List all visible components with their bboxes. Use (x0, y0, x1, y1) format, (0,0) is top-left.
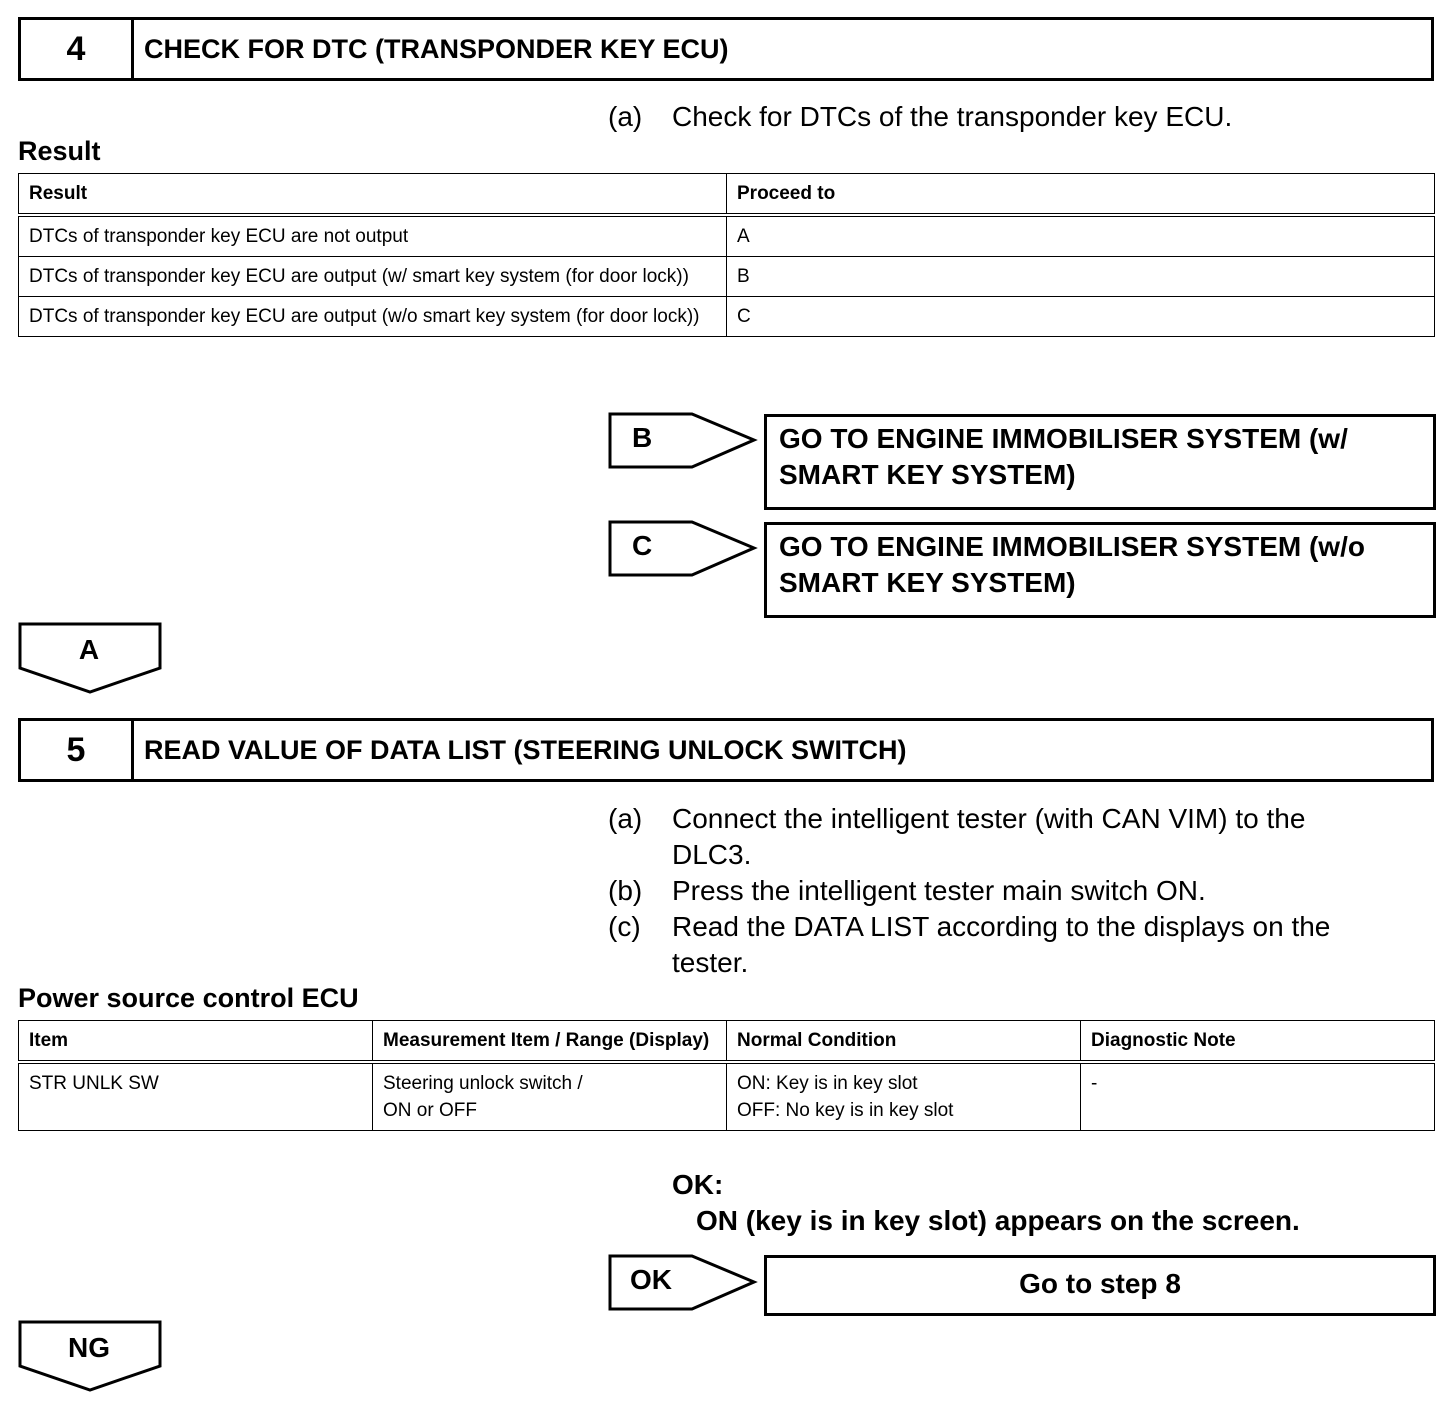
instruction-text: Read the DATA LIST according to the displays on the (672, 911, 1331, 942)
table-header-row (19, 174, 1435, 216)
column-header: Measurement Item / Range (Display) (373, 1021, 727, 1063)
instruction-text: tester. (672, 947, 749, 978)
step-4-instructions (608, 99, 1232, 135)
instruction-item (608, 909, 1330, 981)
arrow-right-icon (608, 520, 758, 578)
instruction-text: Connect the intelligent tester (with CAN VIM) to the (672, 803, 1306, 834)
continue-tag-label: A (78, 634, 100, 665)
column-header: Proceed to (727, 174, 1435, 216)
range-line: ON or OFF (383, 1100, 477, 1121)
branch-b-target: GO TO ENGINE IMMOBILISER SYSTEM (w/ SMART KEY SYSTEM) (764, 414, 1436, 510)
condition-line: OFF: No key is in key slot (737, 1100, 954, 1121)
step-title: READ VALUE OF DATA LIST (STEERING UNLOCK SWITCH) (144, 734, 907, 765)
table-row (19, 1062, 1435, 1131)
branch-tag-label: C (632, 530, 653, 561)
instruction-label: (a) (608, 803, 643, 834)
step-number: 5 (21, 721, 134, 779)
branch-tag-label: OK (630, 1264, 672, 1295)
proceed-cell: C (727, 297, 1435, 337)
diagnostic-note-cell: - (1081, 1062, 1435, 1131)
table-row (19, 215, 1435, 257)
data-list-table (18, 1020, 1435, 1131)
data-table-title: Power source control ECU (18, 983, 359, 1013)
result-table (18, 173, 1435, 337)
continue-tag-label: NG (68, 1332, 110, 1363)
step-title: CHECK FOR DTC (TRANSPONDER KEY ECU) (144, 33, 729, 64)
result-cell: DTCs of transponder key ECU are not output (19, 215, 727, 257)
column-header: Diagnostic Note (1081, 1021, 1435, 1063)
instruction-text: Check for DTCs of the transponder key ECU. (672, 101, 1233, 132)
arrow-right-icon (608, 412, 758, 470)
result-cell: DTCs of transponder key ECU are output (w/o smart key system (for door lock)) (19, 297, 727, 337)
instruction-item (608, 99, 1232, 135)
instruction-label: (a) (608, 101, 643, 132)
instruction-label: (c) (608, 911, 641, 942)
result-cell: DTCs of transponder key ECU are output (w/ smart key system (for door lock)) (19, 257, 727, 297)
branch-ok-tag (608, 1254, 758, 1312)
instruction-label: (b) (608, 875, 643, 906)
step-5-instructions (608, 801, 1330, 981)
step-5-header (18, 718, 1434, 782)
proceed-cell: A (727, 215, 1435, 257)
ok-label: OK: (672, 1169, 724, 1200)
result-title: Result (18, 136, 101, 166)
range-line: Steering unlock switch / (383, 1073, 583, 1094)
instruction-item (608, 873, 1330, 909)
instruction-item (608, 801, 1330, 873)
table-row (19, 257, 1435, 297)
condition-line: ON: Key is in key slot (737, 1073, 918, 1094)
branch-c-tag (608, 520, 758, 578)
ok-text: ON (key is in key slot) appears on the screen. (696, 1205, 1300, 1236)
branch-ok-target: Go to step 8 (764, 1255, 1436, 1316)
step-number: 4 (21, 20, 134, 78)
branch-b-tag (608, 412, 758, 470)
range-cell (373, 1062, 727, 1131)
column-header: Normal Condition (727, 1021, 1081, 1063)
branch-tag-label: B (632, 422, 653, 453)
step-4-header (18, 17, 1434, 81)
continue-ng-tag (18, 1320, 164, 1392)
normal-condition-cell (727, 1062, 1081, 1131)
column-header: Item (19, 1021, 373, 1063)
continue-a-tag (18, 622, 164, 694)
item-cell: STR UNLK SW (19, 1062, 373, 1131)
ok-condition (672, 1167, 1300, 1239)
table-header-row (19, 1021, 1435, 1063)
proceed-cell: B (727, 257, 1435, 297)
branch-c-target: GO TO ENGINE IMMOBILISER SYSTEM (w/o SMART KEY SYSTEM) (764, 522, 1436, 618)
column-header: Result (19, 174, 727, 216)
instruction-text: Press the intelligent tester main switch ON. (672, 875, 1206, 906)
instruction-text: DLC3. (672, 839, 752, 870)
table-row (19, 297, 1435, 337)
